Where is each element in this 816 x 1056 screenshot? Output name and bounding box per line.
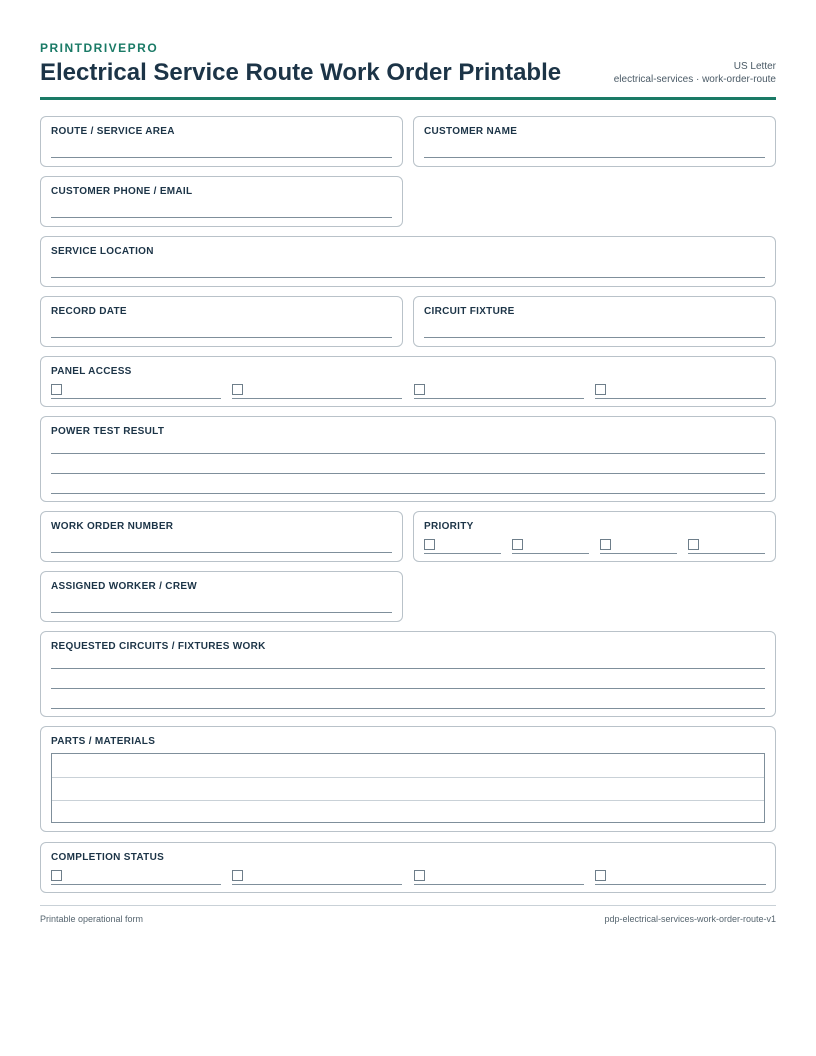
priority-checkbox-1[interactable]: [424, 539, 435, 550]
parts-materials-field: [40, 726, 776, 832]
panel-access-checkbox-1[interactable]: [51, 384, 62, 395]
customer-phone-email-input-line[interactable]: [51, 217, 392, 218]
panel-access-label: PANEL ACCESS: [51, 366, 132, 377]
work-order-number-input-line[interactable]: [51, 552, 392, 553]
route-service-area-label: ROUTE / SERVICE AREA: [51, 126, 175, 137]
route-service-area-input-line[interactable]: [51, 157, 392, 158]
power-test-result-line-3[interactable]: [51, 493, 765, 494]
assigned-worker-crew-label: ASSIGNED WORKER / CREW: [51, 581, 198, 592]
footer-rule: [40, 905, 776, 906]
paper-size: US Letter: [733, 61, 776, 72]
assigned-worker-crew-field: [40, 571, 403, 622]
customer-phone-email-label: CUSTOMER PHONE / EMAIL: [51, 186, 193, 197]
completion-status-label: COMPLETION STATUS: [51, 852, 165, 863]
brand-logo-text: PRINTDRIVEPRO: [40, 41, 159, 55]
priority-option-line-4[interactable]: [688, 553, 765, 554]
completion-status-field: [40, 842, 776, 893]
requested-work-field: [40, 631, 776, 717]
panel-access-field: [40, 356, 776, 407]
form-tags: electrical-services · work-order-route: [613, 74, 776, 85]
customer-name-field: [413, 116, 776, 167]
page-title: Electrical Service Route Work Order Printable: [40, 59, 562, 86]
record-date-input-line[interactable]: [51, 337, 392, 338]
completion-status-option-line-1[interactable]: [51, 884, 221, 885]
header-rule: [40, 97, 776, 100]
completion-status-checkbox-2[interactable]: [232, 870, 243, 881]
priority-field: [413, 511, 776, 562]
parts-materials-row-divider-1: [52, 777, 764, 778]
requested-work-line-2[interactable]: [51, 688, 765, 689]
requested-work-line-3[interactable]: [51, 708, 765, 709]
panel-access-checkbox-4[interactable]: [595, 384, 606, 395]
completion-status-option-line-2[interactable]: [232, 884, 402, 885]
completion-status-option-line-4[interactable]: [595, 884, 766, 885]
power-test-result-label: POWER TEST RESULT: [51, 426, 165, 437]
priority-checkbox-3[interactable]: [600, 539, 611, 550]
service-location-input-line[interactable]: [51, 277, 765, 278]
service-location-field: [40, 236, 776, 287]
circuit-fixture-input-line[interactable]: [424, 337, 765, 338]
route-service-area-field: [40, 116, 403, 167]
completion-status-checkbox-1[interactable]: [51, 870, 62, 881]
work-order-number-label: WORK ORDER NUMBER: [51, 521, 174, 532]
customer-name-input-line[interactable]: [424, 157, 765, 158]
panel-access-option-line-1[interactable]: [51, 398, 221, 399]
work-order-number-field: [40, 511, 403, 562]
power-test-result-line-2[interactable]: [51, 473, 765, 474]
priority-checkbox-2[interactable]: [512, 539, 523, 550]
parts-materials-row-divider-2: [52, 800, 764, 801]
power-test-result-field: [40, 416, 776, 502]
completion-status-checkbox-4[interactable]: [595, 870, 606, 881]
priority-option-line-2[interactable]: [512, 553, 589, 554]
panel-access-option-line-3[interactable]: [414, 398, 584, 399]
record-date-label: RECORD DATE: [51, 306, 127, 317]
panel-access-checkbox-2[interactable]: [232, 384, 243, 395]
service-location-label: SERVICE LOCATION: [51, 246, 154, 257]
priority-checkbox-4[interactable]: [688, 539, 699, 550]
parts-materials-table[interactable]: [51, 753, 765, 823]
completion-status-checkbox-3[interactable]: [414, 870, 425, 881]
priority-option-line-3[interactable]: [600, 553, 677, 554]
customer-name-label: CUSTOMER NAME: [424, 126, 518, 137]
completion-status-option-line-3[interactable]: [414, 884, 584, 885]
requested-work-line-1[interactable]: [51, 668, 765, 669]
panel-access-option-line-4[interactable]: [595, 398, 766, 399]
parts-materials-label: PARTS / MATERIALS: [51, 736, 156, 747]
record-date-field: [40, 296, 403, 347]
circuit-fixture-field: [413, 296, 776, 347]
panel-access-checkbox-3[interactable]: [414, 384, 425, 395]
panel-access-option-line-2[interactable]: [232, 398, 402, 399]
requested-work-label: REQUESTED CIRCUITS / FIXTURES WORK: [51, 641, 266, 652]
priority-label: PRIORITY: [424, 521, 474, 532]
power-test-result-line-1[interactable]: [51, 453, 765, 454]
circuit-fixture-label: CIRCUIT FIXTURE: [424, 306, 515, 317]
assigned-worker-crew-input-line[interactable]: [51, 612, 392, 613]
form-identifier: pdp-electrical-services-work-order-route-v1: [604, 914, 776, 924]
priority-option-line-1[interactable]: [424, 553, 501, 554]
customer-phone-email-field: [40, 176, 403, 227]
footer-note: Printable operational form: [40, 914, 144, 924]
header-meta: [614, 60, 776, 86]
